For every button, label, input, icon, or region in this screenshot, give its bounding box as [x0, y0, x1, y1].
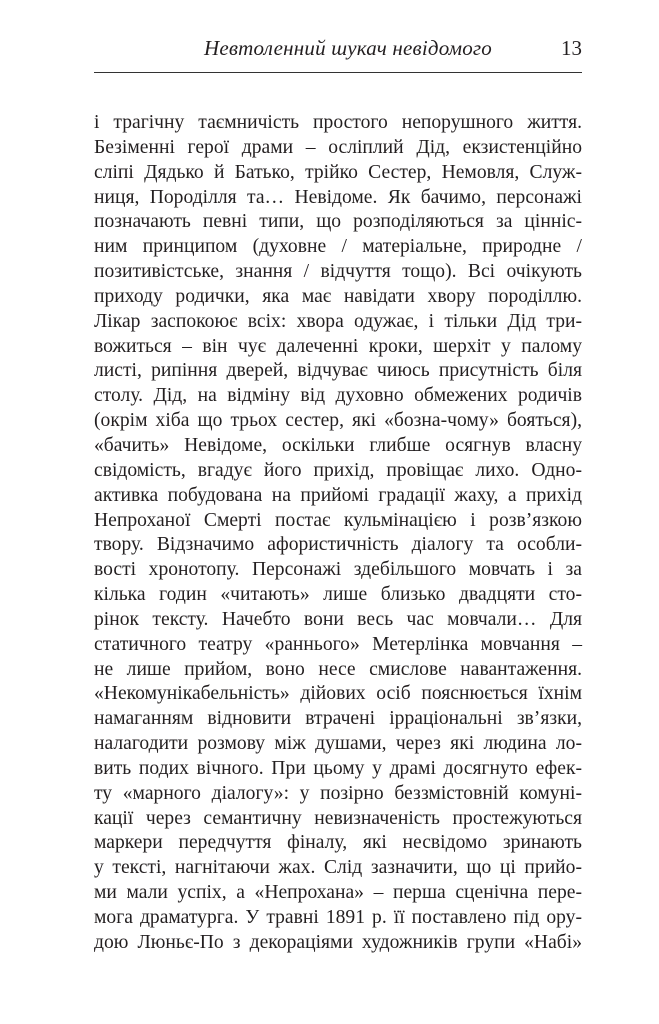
text-line: (окрім хіба що трьох сестер, які «бозна-чому» бояться),: [94, 410, 582, 432]
text-line: твору. Відзначимо афористичність діалогу та особли-: [94, 534, 582, 556]
running-head-title: Невтоленний шукач невідомого: [203, 36, 492, 60]
header-rule: [94, 72, 582, 73]
text-line: ми мали успіх, а «Непрохана» – перша сценічна пере-: [94, 882, 582, 904]
text-line: вить подих вічного. При цьому у драмі досягнуто ефек-: [94, 757, 582, 779]
text-line: ним принципом (духовне / матеріальне, природне /: [94, 236, 582, 258]
text-line: у тексті, нагнітаючи жах. Слід зазначити, що ці прийо-: [94, 857, 582, 879]
body-paragraph: [94, 111, 582, 956]
running-head: [94, 36, 582, 66]
text-line: статичного театру «раннього» Метерлінка мовчання –: [94, 633, 582, 655]
text-line: приходу родички, яка має навідати хвору породіллю.: [94, 285, 582, 307]
text-line: свідомість, вгадує його прихід, провіщає лихо. Одно-: [94, 459, 582, 481]
text-line: листі, рипіння дверей, відчуває чиюсь присутність біля: [94, 360, 582, 382]
text-line: рінок тексту. Начебто вони весь час мовчали… Для: [94, 608, 582, 630]
text-line: налагодити розмову між душами, через які людина ло-: [94, 733, 582, 755]
text-line: «бачить» Невідоме, оскільки глибше осягнув власну: [94, 434, 582, 456]
text-line: активка побудована на прийомі градації жаху, а прихід: [94, 484, 582, 506]
text-line: Лікар заспокоює всіх: хвора одужає, і тільки Дід три-: [94, 310, 582, 332]
text-line: дою Люньє-По з декораціями художників групи «Набі»: [94, 931, 582, 953]
text-line: сліпі Дядько й Батько, трійко Сестер, Немовля, Служ-: [94, 161, 582, 183]
text-line: столу. Дід, на відміну від духовно обмежених родичів: [94, 385, 582, 407]
text-line: мога драматурга. У травні 1891 р. її поставлено під ору-: [94, 907, 582, 928]
text-line: ту «марного діалогу»: у позірно беззмістовній комуні-: [94, 782, 582, 804]
text-line: не лише прийом, воно несе смислове навантаження.: [94, 658, 582, 680]
text-line: і трагічну таємничість простого непорушного життя.: [94, 112, 582, 133]
text-line: маркери передчуття фіналу, які несвідомо зринають: [94, 832, 582, 854]
text-line: вожиться – він чує далеченні кроки, шерхіт у палому: [94, 335, 582, 357]
text-line: Непроханої Смерті постає кульмінацією і розв’язкою: [94, 509, 582, 531]
text-line: «Некомунікабельність» дійових осіб пояснюється їхнім: [94, 683, 582, 705]
text-line: Безіменні герої драми – осліплий Дід, екзистенційно: [94, 136, 582, 158]
text-line: кації через семантичну невизначеність простежуються: [94, 807, 582, 829]
text-line: позначають певні типи, що розподіляються за цінніс-: [94, 211, 582, 233]
text-line: вості хронотопу. Персонажі здебільшого мовчать і за: [94, 559, 582, 581]
text-line: позитивістське, знання / відчуття тощо). Всі очікують: [94, 261, 582, 283]
page-number: 13: [561, 36, 582, 60]
text-line: кілька годин «читають» лише близько двадцяти сто-: [94, 584, 582, 606]
text-line: намаганням відновити втрачені ірраціональні зв’язки,: [94, 708, 582, 730]
text-line: ниця, Породілля та… Невідоме. Як бачимо, персонажі: [94, 186, 582, 208]
